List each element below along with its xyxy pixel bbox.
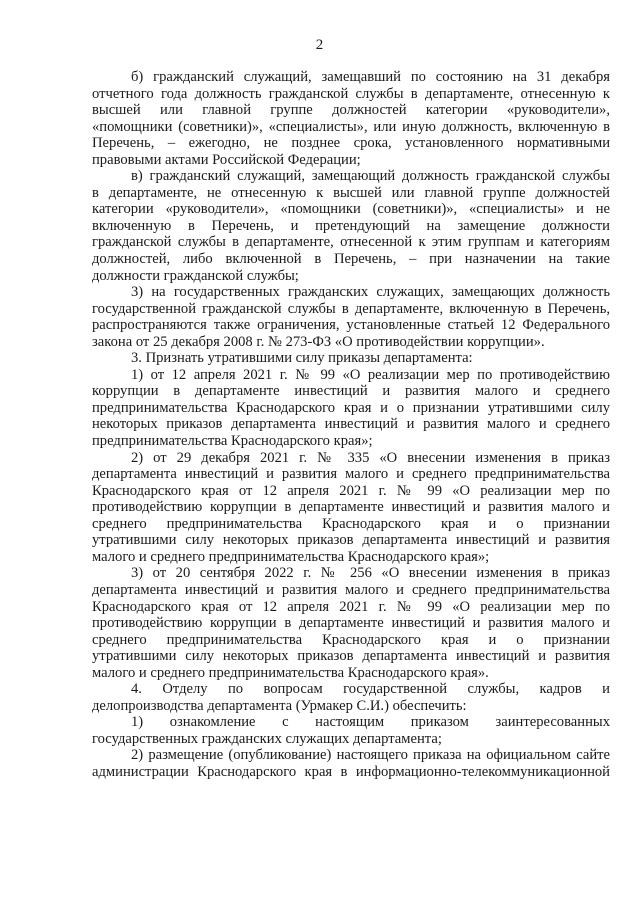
text-line: предпринимательства Краснодарского края и о признании утратившими силу (92, 399, 610, 416)
text-line: малого и среднего предпринимательства Краснодарского края». (92, 664, 489, 681)
text-line: закона от 25 декабря 2008 г. № 273-ФЗ «О противодействии коррупции». (92, 333, 545, 350)
text-line: Перечень, – ежегодно, не позднее срока, установленного нормативными (92, 135, 610, 152)
paragraph (92, 565, 610, 681)
paragraph (92, 681, 610, 714)
text-line: администрации Краснодарского края в информационно-телекоммуникационной (92, 763, 610, 780)
text-line: в) гражданский служащий, замещающий должность гражданской службы (131, 168, 610, 185)
text-line: предпринимательства Краснодарского края»; (92, 433, 373, 450)
text-line: коррупции в департаменте инвестиций и развития малого и среднего (92, 383, 610, 400)
text-line: департамента инвестиций и развития малого и среднего предпринимательства (92, 466, 610, 483)
text-line: некоторых приказов департамента инвестиций и развития малого и среднего (92, 416, 610, 433)
text-line: 3) на государственных гражданских служащих, замещающих должность (131, 284, 610, 301)
text-line: делопроизводства департамента (Урмакер С.И.) обеспечить: (92, 697, 467, 714)
text-line: отчетного года должность гражданской службы в департаменте, отнесенную к (92, 85, 610, 102)
paragraph (92, 350, 610, 367)
paragraph (92, 168, 610, 284)
text-line: государственных гражданских служащих департамента; (92, 730, 442, 747)
text-line: 2) размещение (опубликование) настоящего приказа на официальном сайте (131, 747, 610, 764)
paragraph (92, 714, 610, 747)
text-line: распространяются также ограничения, установленные статьей 12 Федерального (92, 317, 610, 334)
text-line: 3) от 20 сентября 2022 г. № 256 «О внесении изменения в приказ (131, 565, 610, 582)
paragraph (92, 450, 610, 566)
text-line: малого и среднего предпринимательства Краснодарского края»; (92, 548, 490, 565)
text-line: 1) ознакомление с настоящим приказом заинтересованных (131, 714, 610, 731)
paragraph (92, 367, 610, 450)
text-line: среднего предпринимательства Краснодарского края и о признании (92, 631, 610, 648)
text-line: включенную в Перечень, и претендующий на замещение должности (92, 217, 610, 234)
paragraph (92, 747, 610, 780)
text-line: утратившими силу некоторых приказов департамента инвестиций и развития (92, 532, 610, 549)
paragraph (92, 69, 610, 168)
text-line: Краснодарского края от 12 апреля 2021 г. № 99 «О реализации мер по (92, 482, 610, 499)
text-line: гражданской службы в департаменте, отнесенной к этим группам и категориям (92, 234, 610, 251)
document-body (92, 69, 610, 781)
text-line: 2) от 29 декабря 2021 г. № 335 «О внесении изменения в приказ (131, 449, 610, 466)
text-line: утратившими силу некоторых приказов департамента инвестиций и развития (92, 648, 610, 665)
text-line: государственной гражданской службы в департаменте, включенную в Перечень, (92, 300, 610, 317)
text-line: должности гражданской службы; (92, 267, 299, 284)
text-line: 1) от 12 апреля 2021 г. № 99 «О реализации мер по противодействию (131, 366, 610, 383)
text-line: среднего предпринимательства Краснодарского края и о признании (92, 515, 610, 532)
text-line: в департаменте, не отнесенную к высшей или главной группе должностей (92, 184, 610, 201)
text-line: департамента инвестиций и развития малого и среднего предпринимательства (92, 581, 610, 598)
page-number: 2 (315, 37, 324, 53)
text-line: правовыми актами Российской Федерации; (92, 151, 361, 168)
text-line: высшей или главной группе должностей категории «руководители», (92, 102, 610, 119)
text-line: категории «руководители», «помощники (советники)», «специалисты» и не (92, 201, 610, 218)
text-line: противодействию коррупции в департаменте инвестиций и развития малого и (92, 615, 610, 632)
text-line: «помощники (советники)», «специалисты», или иную должность, включенную в (92, 118, 610, 135)
text-line: противодействию коррупции в департаменте инвестиций и развития малого и (92, 499, 610, 516)
paragraph (92, 284, 610, 350)
text-line: Краснодарского края от 12 апреля 2021 г. № 99 «О реализации мер по (92, 598, 610, 615)
text-line: должностей, либо включенной в Перечень, – при назначении на такие (92, 251, 610, 268)
text-line: б) гражданский служащий, замещавший по состоянию на 31 декабря (131, 69, 610, 85)
text-line: 4. Отделу по вопросам государственной службы, кадров и (131, 681, 610, 698)
text-line: 3. Признать утратившими силу приказы департамента: (131, 350, 473, 367)
